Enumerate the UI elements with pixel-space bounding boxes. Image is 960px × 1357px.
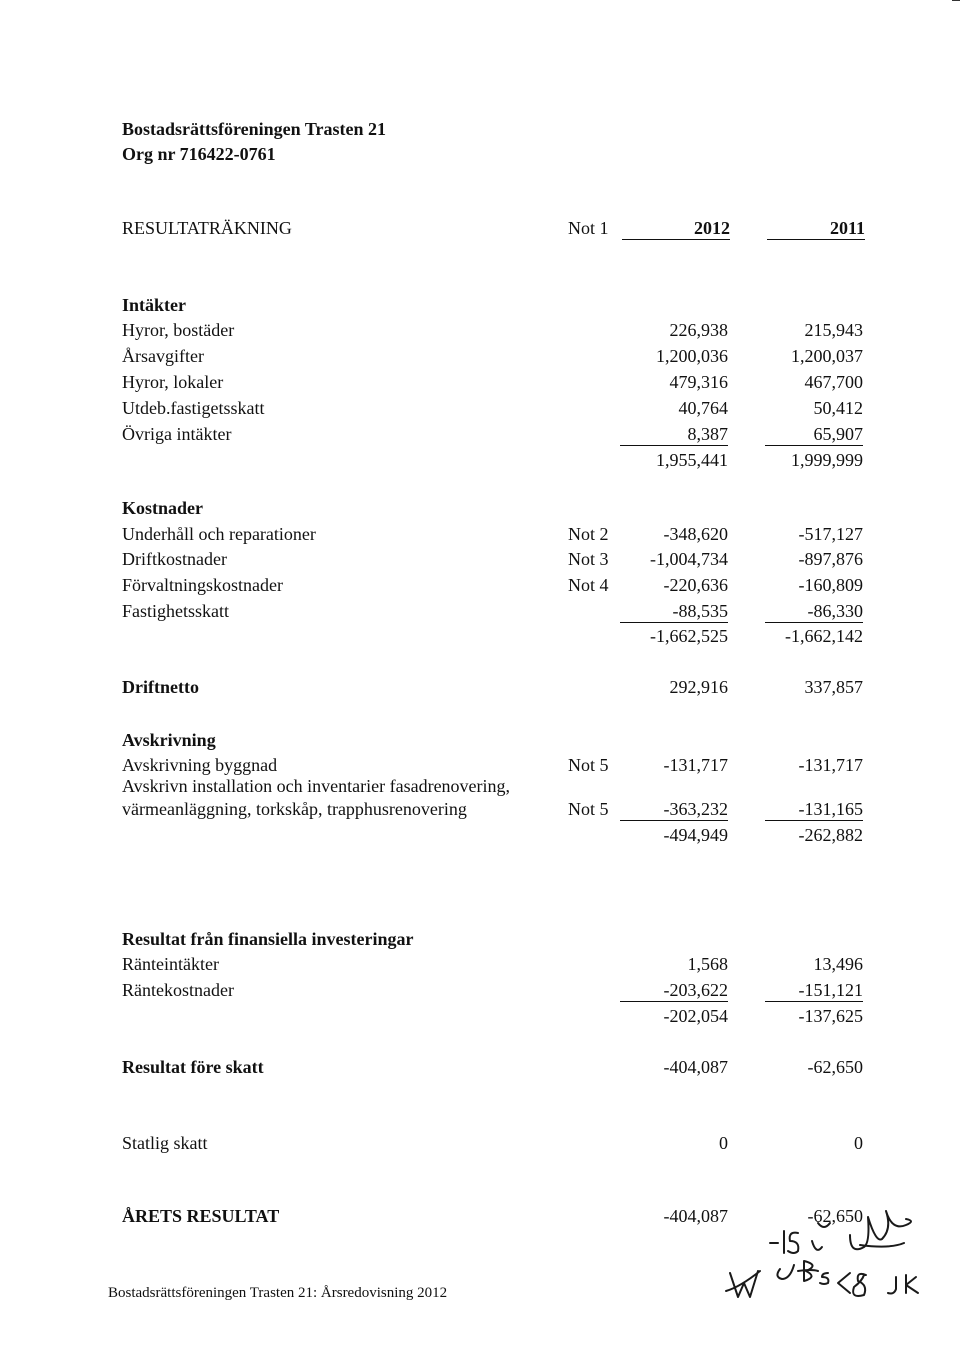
intakter-heading: Intäkter	[122, 295, 186, 315]
table-row-label: Årsavgifter	[122, 346, 204, 366]
year-2011-header: 2011	[767, 217, 865, 240]
value-2012: 1,200,036	[656, 346, 728, 366]
value-2011: 65,907	[765, 423, 863, 446]
finansiella-total-2011: -137,625	[798, 1006, 863, 1026]
statlig-skatt-2012: 0	[719, 1133, 728, 1153]
note-ref: Not 5	[568, 799, 609, 819]
page-footer: Bostadsrättsföreningen Trasten 21: Årsredovisning 2012	[108, 1285, 448, 1301]
title-note: Not 1	[568, 218, 609, 238]
note-ref: Not 3	[568, 549, 609, 569]
finansiella-total-2012: -202,054	[663, 1006, 728, 1026]
year-2012-header: 2012	[622, 217, 730, 240]
value-2012: 1,568	[687, 954, 728, 974]
value-2012: 226,938	[669, 320, 728, 340]
finansiella-heading: Resultat från finansiella investeringar	[122, 929, 414, 949]
table-row-label: Hyror, lokaler	[122, 372, 224, 392]
note-ref: Not 5	[568, 755, 609, 775]
table-row-label: Förvaltningskostnader	[122, 575, 283, 595]
table-row-label: Avskrivn installation och inventarier fasadrenovering,	[122, 776, 511, 796]
table-row-label: värmeanläggning, torkskåp, trapphusrenovering	[122, 799, 467, 819]
value-2011: -151,121	[765, 979, 863, 1002]
value-2011: 1,200,037	[791, 346, 863, 366]
value-2012: 479,316	[669, 372, 728, 392]
value-2012: 8,387	[620, 423, 728, 446]
table-row-label: Utdeb.fastigetsskatt	[122, 398, 265, 418]
value-2011: 215,943	[804, 320, 863, 340]
value-2011: -897,876	[798, 549, 863, 569]
note-ref: Not 4	[568, 575, 609, 595]
table-row-label: Fastighetsskatt	[122, 601, 229, 621]
kostnader-total-2011: -1,662,142	[785, 626, 863, 646]
statement-title: RESULTATRÄKNING	[122, 218, 292, 238]
value-2011: -131,165	[765, 798, 863, 821]
crop-mark	[952, 0, 960, 1]
driftnetto-label: Driftnetto	[122, 677, 199, 697]
avskrivning-total-2011: -262,882	[798, 825, 863, 845]
table-row-label: Underhåll och reparationer	[122, 524, 316, 544]
kostnader-total-2012: -1,662,525	[650, 626, 728, 646]
value-2012: -131,717	[663, 755, 728, 775]
driftnetto-2011: 337,857	[804, 677, 863, 697]
table-row-label: Ränteintäkter	[122, 954, 219, 974]
intakter-total-2011: 1,999,999	[791, 450, 863, 470]
value-2011: 50,412	[813, 398, 863, 418]
value-2012: -88,535	[620, 600, 728, 623]
value-2012: -1,004,734	[650, 549, 728, 569]
statlig-skatt-2011: 0	[854, 1133, 863, 1153]
value-2012: 40,764	[678, 398, 728, 418]
arets-resultat-2011: -62,650	[807, 1206, 863, 1226]
statlig-skatt-label: Statlig skatt	[122, 1133, 208, 1153]
value-2011: -517,127	[798, 524, 863, 544]
intakter-total-2012: 1,955,441	[656, 450, 728, 470]
note-ref: Not 2	[568, 524, 609, 544]
org-number: Org nr 716422-0761	[122, 144, 276, 164]
value-2011: 13,496	[813, 954, 863, 974]
table-row-label: Räntekostnader	[122, 980, 234, 1000]
value-2011: -131,717	[798, 755, 863, 775]
kostnader-heading: Kostnader	[122, 498, 203, 518]
value-2012: -348,620	[663, 524, 728, 544]
value-2012: -203,622	[620, 979, 728, 1002]
value-2011: 467,700	[804, 372, 863, 392]
table-row-label: Driftkostnader	[122, 549, 227, 569]
value-2012: -220,636	[663, 575, 728, 595]
fore-skatt-label: Resultat före skatt	[122, 1057, 264, 1077]
avskrivning-total-2012: -494,949	[663, 825, 728, 845]
table-row-label: Övriga intäkter	[122, 424, 232, 444]
table-row-label: Hyror, bostäder	[122, 320, 235, 340]
handwritten-initials-signature	[700, 1195, 950, 1335]
fore-skatt-2012: -404,087	[663, 1057, 728, 1077]
value-2011: -86,330	[765, 600, 863, 623]
table-row-label: Avskrivning byggnad	[122, 755, 278, 775]
arets-resultat-2012: -404,087	[663, 1206, 728, 1226]
value-2012: -363,232	[620, 798, 728, 821]
avskrivning-heading: Avskrivning	[122, 730, 216, 750]
driftnetto-2012: 292,916	[669, 677, 728, 697]
value-2011: -160,809	[798, 575, 863, 595]
arets-resultat-label: ÅRETS RESULTAT	[122, 1206, 280, 1226]
fore-skatt-2011: -62,650	[807, 1057, 863, 1077]
org-name: Bostadsrättsföreningen Trasten 21	[122, 119, 387, 139]
